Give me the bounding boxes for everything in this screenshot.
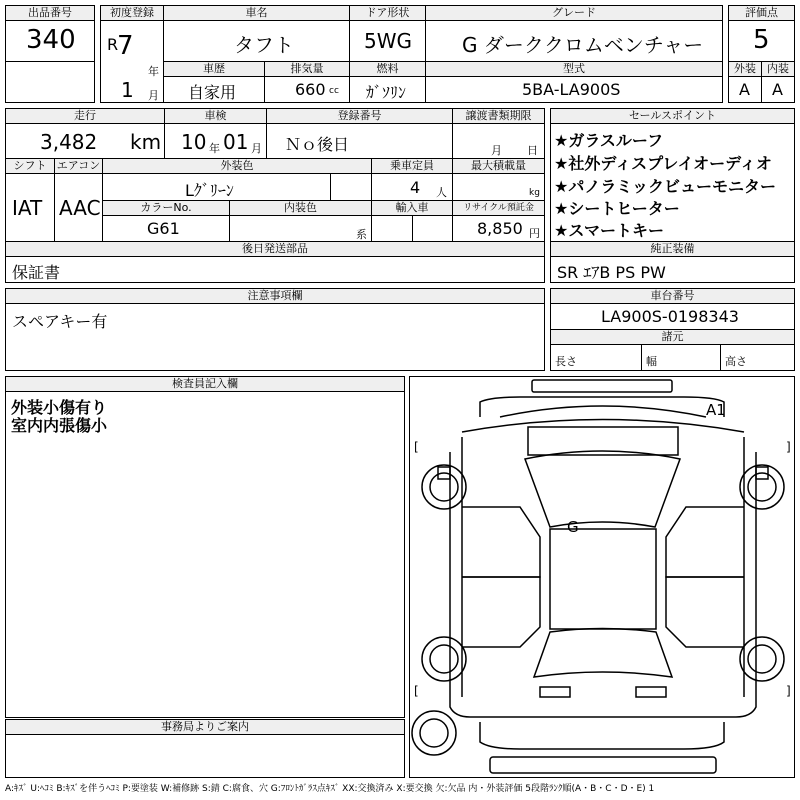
chassis-cell — [550, 303, 795, 330]
displacement-label: 排気量 — [264, 61, 350, 77]
recycle: 8,850 — [477, 219, 523, 238]
car-diagram — [409, 376, 795, 778]
fuel-cell — [349, 76, 426, 103]
equipment-cell — [550, 256, 795, 283]
score-cell — [728, 20, 795, 62]
ext-score-label: 外装 — [728, 61, 762, 77]
legend: A:ｷｽﾞ U:ﾍｺﾐ B:ｷｽﾞを伴うﾍｺﾐ P:要塗装 W:補修跡 S:錆 C:腐食、穴 G:ﾌﾛﾝﾄｶﾞﾗｽ点ｷｽﾞ XX:交換済み X:要交換 欠:欠品 内・外装評価 5段階ﾗﾝｸ順(A・B・C・D・E) 1 — [5, 784, 655, 794]
width-label: 幅 — [646, 355, 657, 368]
era: R — [107, 35, 119, 54]
door-type: 5WG — [364, 29, 412, 53]
mileage-unit: km — [130, 130, 162, 154]
transfer-cell — [452, 123, 545, 159]
ext-color-label: 外装色 — [102, 158, 372, 174]
first-reg-cell — [100, 20, 164, 103]
score-label: 評価点 — [728, 5, 795, 21]
sales-point-3: ★パノラミックビューモニター — [554, 177, 777, 196]
reg-year: 7 — [117, 31, 134, 61]
transfer-day: 日 — [527, 144, 538, 157]
ac: AAC — [59, 196, 101, 220]
door-cell — [349, 20, 426, 62]
spec-label: 諸元 — [550, 329, 795, 345]
equipment-label: 純正装備 — [550, 241, 795, 257]
int-score-label: 内装 — [761, 61, 795, 77]
insp-year-unit: 年 — [209, 142, 220, 155]
ext-score-cell — [728, 76, 762, 103]
grade-label: グレード — [425, 5, 723, 21]
damage-mark-a1: A1 — [706, 401, 726, 419]
color-no: G61 — [147, 219, 180, 238]
ext-color: Lｸﾞﾘｰﾝ — [185, 181, 234, 200]
history: 自家用 — [188, 83, 237, 102]
bracket-left-bottom: [ — [414, 684, 419, 698]
sales-point-1: ★ガラスルーフ — [554, 131, 664, 150]
lot-no-label: 出品番号 — [5, 5, 95, 21]
mileage: 3,482 — [40, 130, 98, 154]
bracket-left-top: [ — [414, 440, 419, 454]
import-cell-b — [412, 215, 453, 242]
displacement-cell — [264, 76, 350, 103]
capacity-label: 乗車定員 — [371, 158, 453, 174]
ac-cell — [54, 173, 103, 242]
notes-label: 注意事項欄 — [5, 288, 545, 304]
max-load-unit: kg — [529, 188, 540, 198]
first-reg-label: 初度登録 — [100, 5, 164, 21]
max-load-cell — [452, 173, 545, 201]
bracket-right-top: ] — [786, 440, 791, 454]
reg-no-cell — [266, 123, 453, 159]
ext-color-extra — [330, 173, 372, 201]
ext-color-cell — [102, 173, 331, 201]
mileage-label: 走行 — [5, 108, 165, 124]
int-score: A — [772, 80, 783, 99]
max-load-label: 最大積載量 — [452, 158, 545, 174]
shift: IAT — [12, 196, 43, 220]
insp-year: 10 — [181, 130, 207, 154]
length-label: 長さ — [555, 355, 577, 368]
equipment: SR ｴｱB PS PW — [557, 263, 666, 282]
height-cell — [720, 344, 795, 371]
car-diagram-svg — [410, 377, 795, 778]
insp-month-unit: 月 — [251, 142, 262, 155]
recycle-cell — [452, 215, 545, 242]
office-label: 事務局よりご案内 — [5, 719, 405, 735]
ext-score: A — [739, 80, 750, 99]
model-label: 型式 — [425, 61, 723, 77]
transfer-month: 月 — [491, 144, 502, 157]
capacity-cell — [371, 173, 453, 201]
chassis-no: LA900S-0198343 — [601, 307, 739, 326]
int-color-label: 内装色 — [229, 200, 372, 216]
capacity-unit: 人 — [436, 186, 447, 199]
damage-mark-g: G — [567, 518, 579, 536]
color-no-label: カラーNo. — [102, 200, 230, 216]
inspector-label: 検査員記入欄 — [5, 376, 405, 392]
recycle-unit: 円 — [529, 227, 540, 240]
later-parts-label: 後日発送部品 — [5, 241, 545, 257]
sales-point-4: ★シートヒーター — [554, 199, 680, 218]
score: 5 — [753, 25, 770, 55]
month-unit: 月 — [148, 89, 159, 102]
history-label: 車歴 — [163, 61, 265, 77]
displacement: 660 — [295, 80, 326, 99]
later-parts: 保証書 — [12, 263, 61, 282]
inspector-cell — [5, 391, 405, 718]
shift-label: シフト — [5, 158, 55, 174]
reg-month: 1 — [121, 78, 134, 102]
office-cell — [5, 734, 405, 778]
color-no-cell — [102, 215, 230, 242]
notes: スペアキー有 — [12, 312, 108, 331]
car-name-label: 車名 — [163, 5, 350, 21]
year-unit: 年 — [148, 65, 159, 78]
fuel: ｶﾞｿﾘﾝ — [366, 83, 407, 102]
int-color-cell — [229, 215, 372, 242]
notes-cell — [5, 303, 545, 371]
lot-no-blank — [5, 61, 95, 103]
door-label: ドア形状 — [349, 5, 426, 21]
fuel-label: 燃料 — [349, 61, 426, 77]
inspection-label: 車検 — [164, 108, 267, 124]
int-score-cell — [761, 76, 795, 103]
history-cell — [163, 76, 265, 103]
shift-cell — [5, 173, 55, 242]
later-parts-cell — [5, 256, 545, 283]
recycle-label: リサイクル預託金 — [452, 200, 545, 216]
ac-label: エアコン — [54, 158, 103, 174]
capacity: 4 — [410, 178, 421, 197]
import-cell-a — [371, 215, 413, 242]
length-cell — [550, 344, 642, 371]
height-label: 高さ — [725, 355, 747, 368]
displacement-unit: cc — [329, 86, 339, 96]
lot-no: 340 — [26, 25, 76, 55]
lot-no-cell — [5, 20, 95, 62]
int-color-unit: 系 — [356, 228, 367, 241]
inspector-line-2: 室内内張傷小 — [11, 416, 108, 435]
grade-cell — [425, 20, 723, 62]
reg-no-label: 登録番号 — [266, 108, 453, 124]
model: 5BA-LA900S — [522, 80, 621, 99]
width-cell — [641, 344, 721, 371]
sales-points-label: セールスポイント — [550, 108, 795, 124]
reg-no: Ｎｏ後日 — [285, 135, 350, 154]
grade: G ダーククロムベンチャー — [462, 33, 704, 57]
mileage-cell — [5, 123, 165, 159]
model-cell — [425, 76, 723, 103]
inspection-cell — [164, 123, 267, 159]
sales-point-5: ★スマートキー — [554, 221, 665, 240]
insp-month: 01 — [223, 130, 249, 154]
sales-point-2: ★社外ディスプレイオーディオ — [554, 154, 772, 173]
inspector-line-1: 外装小傷有り — [11, 398, 108, 417]
chassis-label: 車台番号 — [550, 288, 795, 304]
import-label: 輸入車 — [371, 200, 453, 216]
bracket-right-bottom: ] — [786, 684, 791, 698]
transfer-label: 譲渡書類期限 — [452, 108, 545, 124]
car-name-cell — [163, 20, 350, 62]
car-name: タフト — [234, 33, 294, 57]
